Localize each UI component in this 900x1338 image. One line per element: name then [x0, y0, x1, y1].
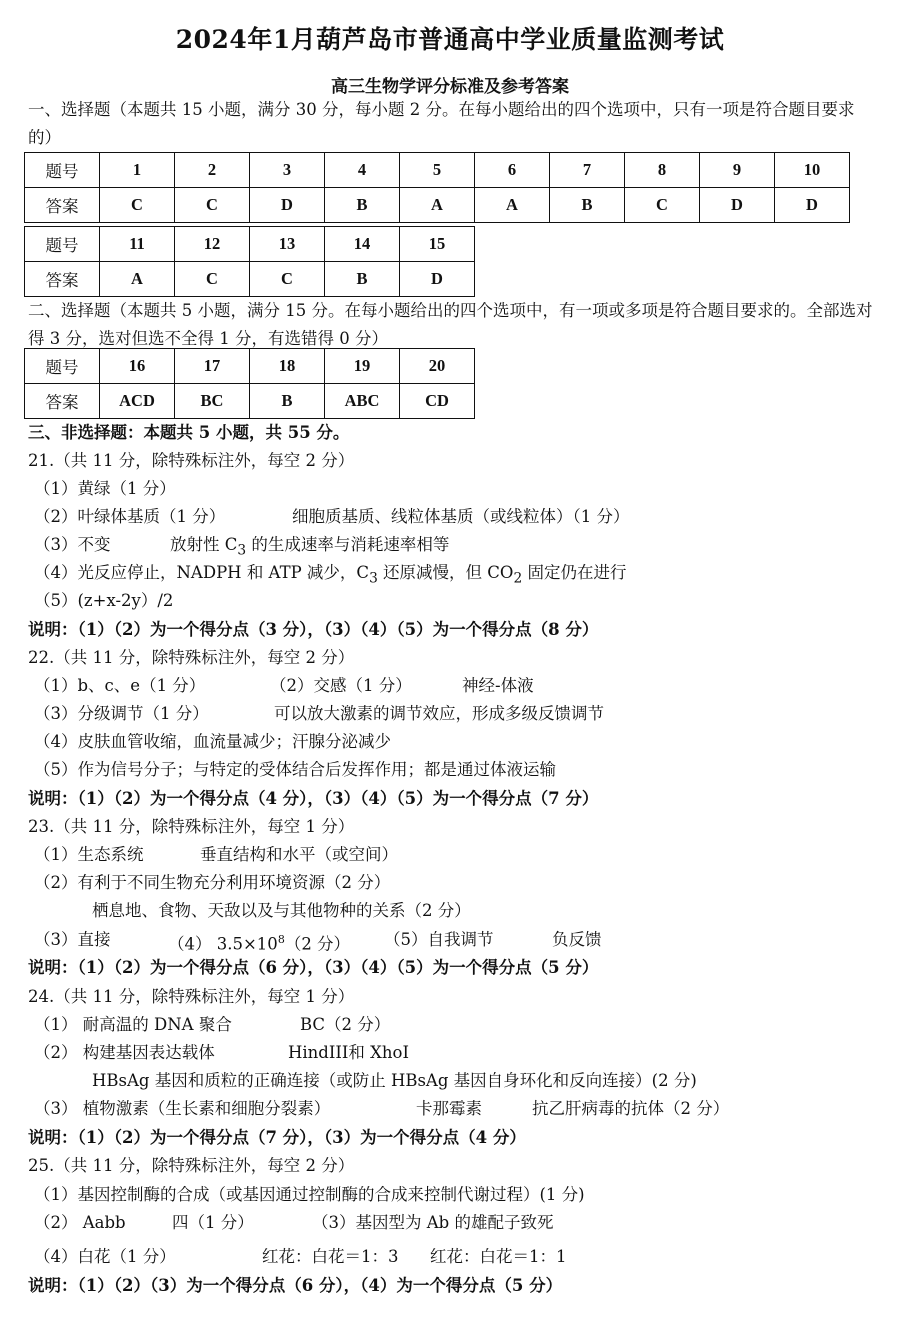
q24-answer-3a: （3） 植物激素（生长素和细胞分裂素）	[34, 1099, 331, 1118]
question-number-cell: 5	[400, 153, 475, 188]
section1-table-row2	[24, 226, 475, 297]
question-number-cell: 11	[100, 227, 175, 262]
q23-answer-3: （3）直接	[34, 930, 111, 949]
q21-answer-1: （1）黄绿（1 分）	[34, 479, 176, 498]
answer-cell: D	[775, 188, 850, 223]
row-label-question: 题号	[25, 349, 100, 384]
q24-heading: 24.（共 11 分，除特殊标注外，每空 1 分）	[28, 987, 355, 1006]
answer-cell: A	[400, 188, 475, 223]
answer-row	[25, 384, 475, 419]
question-number-cell: 8	[625, 153, 700, 188]
question-number-cell: 14	[325, 227, 400, 262]
answer-cell: ABC	[325, 384, 400, 419]
q25-answer-2a: （2） Aabb	[34, 1213, 126, 1232]
question-number-cell: 19	[325, 349, 400, 384]
section1-table-row1	[24, 152, 850, 223]
question-number-cell: 16	[100, 349, 175, 384]
row-label-answer: 答案	[25, 262, 100, 297]
q23-scoring-note: 说明：（1）（2）为一个得分点（6 分），（3）（4）（5）为一个得分点（5 分）	[28, 958, 599, 977]
q24-answer-3b: 卡那霉素	[416, 1099, 482, 1118]
question-number-row	[25, 349, 475, 384]
q23-answer-5b: 负反馈	[552, 930, 602, 949]
question-number-cell: 4	[325, 153, 400, 188]
question-number-cell: 1	[100, 153, 175, 188]
q21-answer-5: （5）(z+x-2y）/2	[34, 591, 174, 610]
answer-cell: B	[325, 188, 400, 223]
answer-row	[25, 188, 850, 223]
q22-answer-1: （1）b、c、e（1 分）	[34, 676, 206, 695]
question-number-cell: 9	[700, 153, 775, 188]
q23-answer-2: （2）有利于不同生物充分利用环境资源（2 分）	[34, 873, 391, 892]
q25-answer-4b: 红花：白花＝1：3	[262, 1247, 399, 1266]
q21-answer-3a: （3）不变	[34, 535, 111, 554]
q22-heading: 22.（共 11 分，除特殊标注外，每空 2 分）	[28, 648, 355, 667]
q25-answer-2b: 四（1 分）	[172, 1213, 254, 1232]
q21-answer-4: （4）光反应停止，NADPH 和 ATP 减少，$C_3$ 还原减慢，但 $CO_2$ 固定仍在进行	[34, 563, 627, 587]
q21-scoring-note: 说明：（1）（2）为一个得分点（3 分），（3）（4）（5）为一个得分点（8 分）	[28, 620, 599, 639]
answer-row	[25, 262, 475, 297]
question-number-cell: 6	[475, 153, 550, 188]
q24-answer-3c: 抗乙肝病毒的抗体（2 分）	[532, 1099, 730, 1118]
q23-answer-2b: 栖息地、食物、天敌以及与其他物种的关系（2 分）	[92, 901, 471, 920]
answer-cell: BC	[175, 384, 250, 419]
question-number-cell: 12	[175, 227, 250, 262]
question-number-cell: 15	[400, 227, 475, 262]
q23-answer-4: （4） $3.5\times 10^8(2$ 分）	[168, 933, 351, 954]
q24-answer-1b: BC（2 分）	[300, 1015, 391, 1034]
question-number-cell: 7	[550, 153, 625, 188]
question-number-row	[25, 153, 850, 188]
answer-cell: C	[250, 262, 325, 297]
answer-cell: C	[100, 188, 175, 223]
q23-answer-1a: （1）生态系统	[34, 845, 144, 864]
question-number-cell: 2	[175, 153, 250, 188]
q21-answer-2b: 细胞质基质、线粒体基质（或线粒体）（1 分）	[292, 507, 630, 526]
question-number-cell: 3	[250, 153, 325, 188]
q22-scoring-note: 说明：（1）（2）为一个得分点（4 分），（3）（4）（5）为一个得分点（7 分）	[28, 789, 599, 808]
q21-answer-2a: （2）叶绿体基质（1 分）	[34, 507, 226, 526]
answer-cell: C	[175, 188, 250, 223]
q24-answer-1a: （1） 耐高温的 DNA 聚合	[34, 1015, 232, 1034]
q25-answer-3: （3）基因型为 Ab 的雄配子致死	[312, 1213, 554, 1232]
q22-answer-4: （4）皮肤血管收缩，血流量减少；汗腺分泌减少	[34, 732, 391, 751]
q25-answer-4c: 红花：白花＝1：1	[430, 1247, 567, 1266]
q23-answer-1b: 垂直结构和水平（或空间）	[200, 845, 398, 864]
row-label-answer: 答案	[25, 188, 100, 223]
q24-answer-2a: （2） 构建基因表达载体	[34, 1043, 215, 1062]
page-title: 2024年1月葫芦岛市普通高中学业质量监测考试	[175, 25, 725, 54]
q24-answer-2b: HindIII和 XhoI	[288, 1043, 409, 1062]
q22-answer-3b: 可以放大激素的调节效应，形成多级反馈调节	[274, 704, 604, 723]
q22-answer-5: （5）作为信号分子；与特定的受体结合后发挥作用；都是通过体液运输	[34, 760, 556, 779]
page-subtitle: 高三生物学评分标准及参考答案	[331, 77, 569, 97]
q25-heading: 25.（共 11 分，除特殊标注外，每空 2 分）	[28, 1156, 355, 1175]
row-label-question: 题号	[25, 227, 100, 262]
answer-cell: D	[250, 188, 325, 223]
question-number-row	[25, 227, 475, 262]
q24-scoring-note: 说明：（1）（2）为一个得分点（7 分），（3）为一个得分点（4 分）	[28, 1128, 526, 1147]
answer-cell: B	[550, 188, 625, 223]
q25-answer-4a: （4）白花（1 分）	[34, 1247, 176, 1266]
q22-answer-3a: （3）分级调节（1 分）	[34, 704, 209, 723]
row-label-answer: 答案	[25, 384, 100, 419]
q22-answer-2b: 神经-体液	[462, 676, 534, 695]
answer-cell: B	[250, 384, 325, 419]
answer-cell: ACD	[100, 384, 175, 419]
q21-answer-3b: 放射性 $C_3$ 的生成速率与消耗速率相等	[170, 535, 450, 559]
q23-answer-5a: （5）自我调节	[384, 930, 494, 949]
answer-cell: C	[625, 188, 700, 223]
question-number-cell: 17	[175, 349, 250, 384]
answer-cell: CD	[400, 384, 475, 419]
q24-answer-2c: HBsAg 基因和质粒的正确连接（或防止 HBsAg 基因自身环化和反向连接）(2 分)	[92, 1071, 697, 1090]
answer-cell: B	[325, 262, 400, 297]
question-number-cell: 20	[400, 349, 475, 384]
q21-heading: 21.（共 11 分，除特殊标注外，每空 2 分）	[28, 451, 355, 470]
answer-cell: A	[100, 262, 175, 297]
q25-answer-1: （1）基因控制酶的合成（或基因通过控制酶的合成来控制代谢过程）(1 分)	[34, 1185, 585, 1204]
question-number-cell: 10	[775, 153, 850, 188]
answer-cell: C	[175, 262, 250, 297]
question-number-cell: 18	[250, 349, 325, 384]
row-label-question: 题号	[25, 153, 100, 188]
section2-table	[24, 348, 475, 419]
q22-answer-2: （2）交感（1 分）	[270, 676, 412, 695]
section2-instructions: 二、选择题（本题共 5 小题，满分 15 分。在每小题给出的四个选项中，有一项或多项是符合题目要求的。全部选对得 3 分，选对但选不全得 1 分，有选错得 0 分）	[28, 301, 873, 348]
q25-scoring-note: 说明：（1）（2）（3）为一个得分点（6 分），（4）为一个得分点（5 分）	[28, 1276, 563, 1295]
section1-instructions: 一、选择题（本题共 15 小题，满分 30 分，每小题 2 分。在每小题给出的四个选项中，只有一项是符合题目要求的）	[28, 100, 855, 147]
answer-cell: A	[475, 188, 550, 223]
q23-heading: 23.（共 11 分，除特殊标注外，每空 1 分）	[28, 817, 355, 836]
answer-cell: D	[400, 262, 475, 297]
question-number-cell: 13	[250, 227, 325, 262]
answer-cell: D	[700, 188, 775, 223]
section3-heading: 三、非选择题：本题共 5 小题，共 55 分。	[28, 423, 350, 442]
